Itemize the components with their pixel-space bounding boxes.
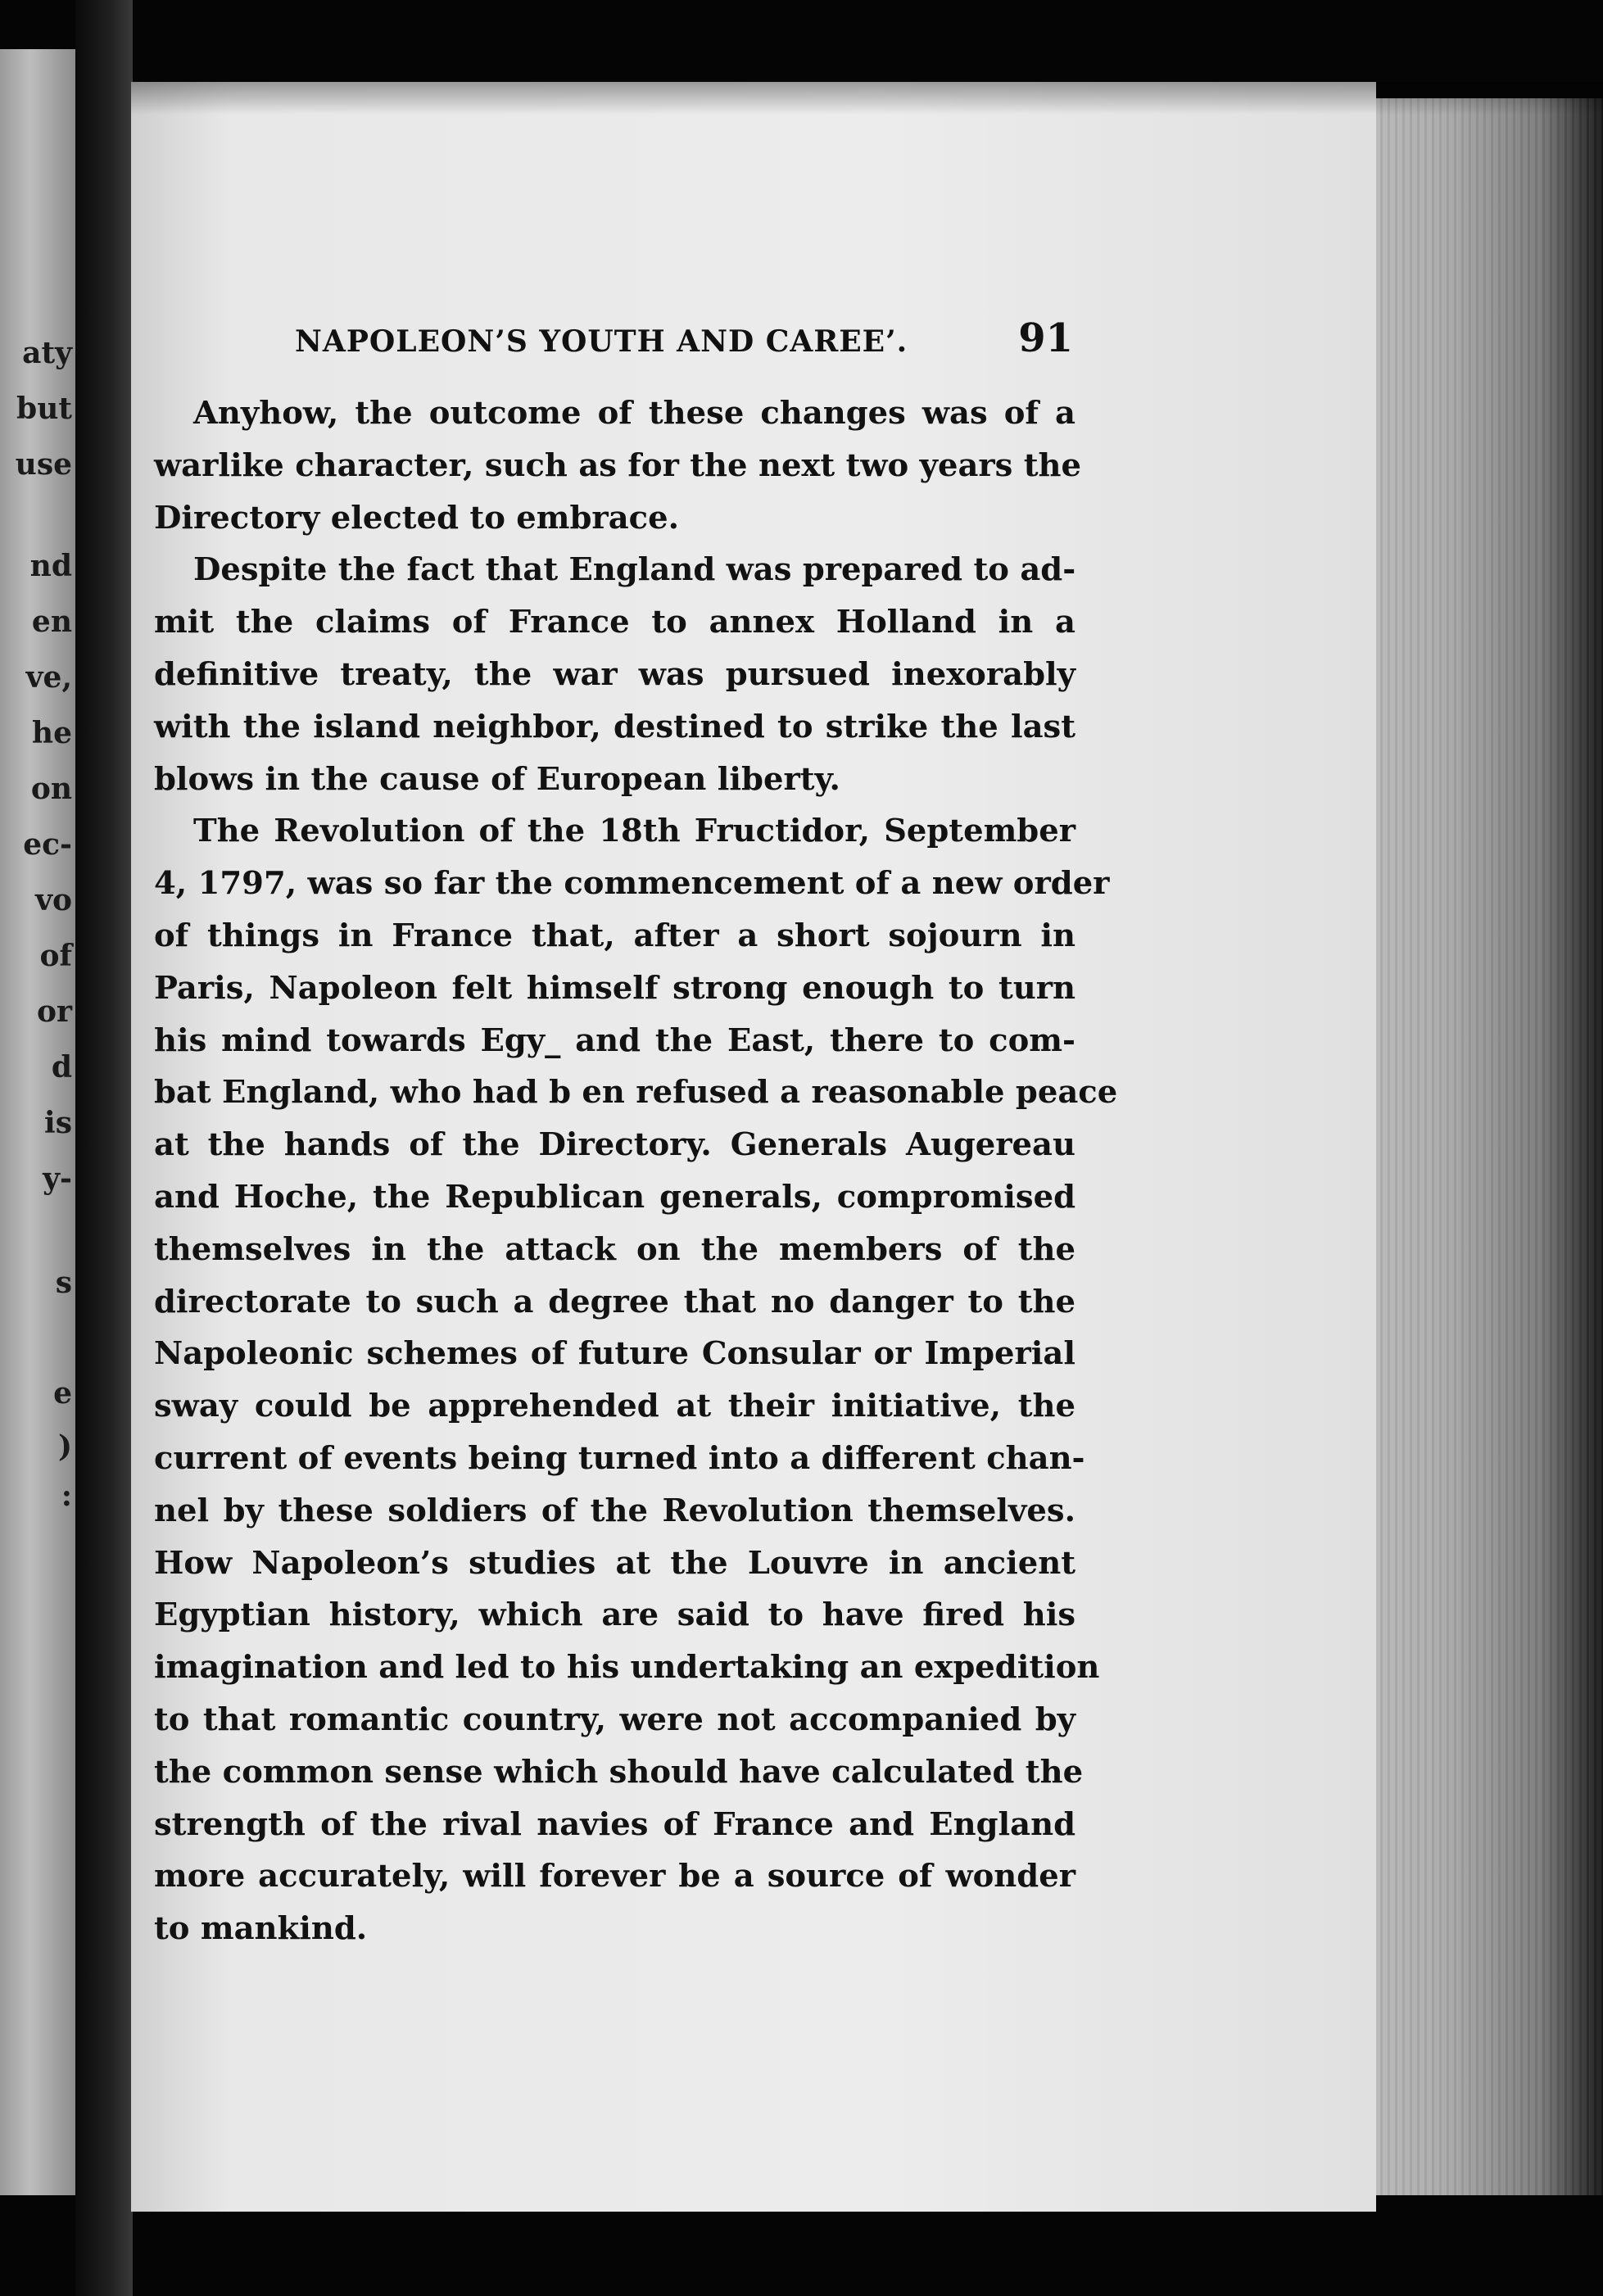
- left-page-fragment: ): [57, 1429, 72, 1464]
- text-line: bat England, who had b en refused a reasonable peace: [154, 1074, 1118, 1112]
- left-page-fragment: vo: [35, 883, 72, 917]
- text-line: themselves in the attack on the members of the: [154, 1230, 1075, 1268]
- running-title: NAPOLEON’S YOUTH AND CAREE’.: [295, 324, 908, 359]
- text-line: The Revolution of the 18th Fructidor, September: [193, 813, 1075, 850]
- text-line: strength of the rival navies of France and England: [154, 1805, 1075, 1843]
- text-line: Despite the fact that England was prepared to ad-: [193, 551, 1076, 589]
- left-page-fragment: e: [53, 1376, 72, 1411]
- left-page-fragment: en: [31, 605, 72, 639]
- text-line: imagination and led to his undertaking an expedition: [154, 1649, 1100, 1687]
- paragraph: [154, 544, 1075, 805]
- left-page-fragment: nd: [29, 549, 72, 583]
- text-line: definitive treaty, the war was pursued inexorably: [154, 655, 1075, 693]
- left-page-fragment: ec-: [23, 827, 72, 862]
- left-page-fragment: of: [39, 939, 72, 973]
- paragraph: [154, 387, 1082, 544]
- text-line: the common sense which should have calculated the: [154, 1753, 1084, 1791]
- left-page-fragment: use: [15, 447, 72, 482]
- text-line: Anyhow, the outcome of these changes was of a: [193, 395, 1075, 432]
- text-line: Directory elected to embrace.: [154, 499, 680, 537]
- text-line: to mankind.: [154, 1910, 368, 1948]
- left-page-fragment: or: [37, 994, 72, 1029]
- page-top-shadow: [131, 82, 1603, 115]
- text-line: of things in France that, after a short sojourn in: [154, 917, 1075, 954]
- left-page-edge: [0, 49, 75, 2195]
- page-stack-edge: [1343, 98, 1603, 2195]
- text-line: and Hoche, the Republican generals, compromised: [154, 1178, 1075, 1216]
- text-line: mit the claims of France to annex Holland in a: [154, 604, 1075, 641]
- text-line: current of events being turned into a different chan-: [154, 1439, 1085, 1477]
- text-line: Egyptian history, which are said to have fired his: [154, 1596, 1075, 1634]
- running-head: [295, 315, 1073, 361]
- left-page-fragment: is: [44, 1106, 72, 1140]
- text-line: 4, 1797, was so far the commencement of a new order: [154, 865, 1110, 903]
- text-line: Napoleonic schemes of future Consular or Imperial: [154, 1335, 1075, 1373]
- book-gutter: [75, 0, 133, 2296]
- left-page-fragment: s: [55, 1266, 72, 1300]
- page-number: 91: [1018, 315, 1073, 361]
- left-page-fragment: on: [30, 772, 72, 806]
- left-page-fragment: d: [51, 1050, 72, 1085]
- text-line: warlike character, such as for the next two years the: [154, 446, 1082, 484]
- paragraph: [154, 805, 1118, 1955]
- left-page-fragment: :: [61, 1479, 72, 1513]
- text-line: Paris, Napoleon felt himself strong enough to turn: [154, 969, 1075, 1007]
- text-line: nel by these soldiers of the Revolution themselves.: [154, 1492, 1075, 1529]
- text-line: How Napoleon’s studies at the Louvre in ancient: [154, 1544, 1075, 1582]
- left-page-fragment: y-: [43, 1162, 72, 1196]
- body-text: [154, 387, 1118, 1955]
- text-line: more accurately, will forever be a source of wonder: [154, 1858, 1075, 1895]
- text-line: to that romantic country, were not accompanied by: [154, 1700, 1075, 1738]
- text-line: sway could be apprehended at their initiative, the: [154, 1388, 1075, 1425]
- text-line: his mind towards Egy_ and the East, there to com-: [154, 1021, 1075, 1059]
- text-line: at the hands of the Directory. Generals Augereau: [154, 1126, 1075, 1164]
- text-line: blows in the cause of European liberty.: [154, 760, 840, 798]
- left-page-fragment: ve,: [25, 660, 72, 695]
- text-line: with the island neighbor, destined to strike the last: [154, 708, 1075, 745]
- left-page-fragment: he: [31, 716, 72, 750]
- left-page-fragment: aty: [22, 336, 72, 370]
- left-page-fragment: but: [16, 392, 72, 426]
- text-line: directorate to such a degree that no danger to the: [154, 1283, 1075, 1320]
